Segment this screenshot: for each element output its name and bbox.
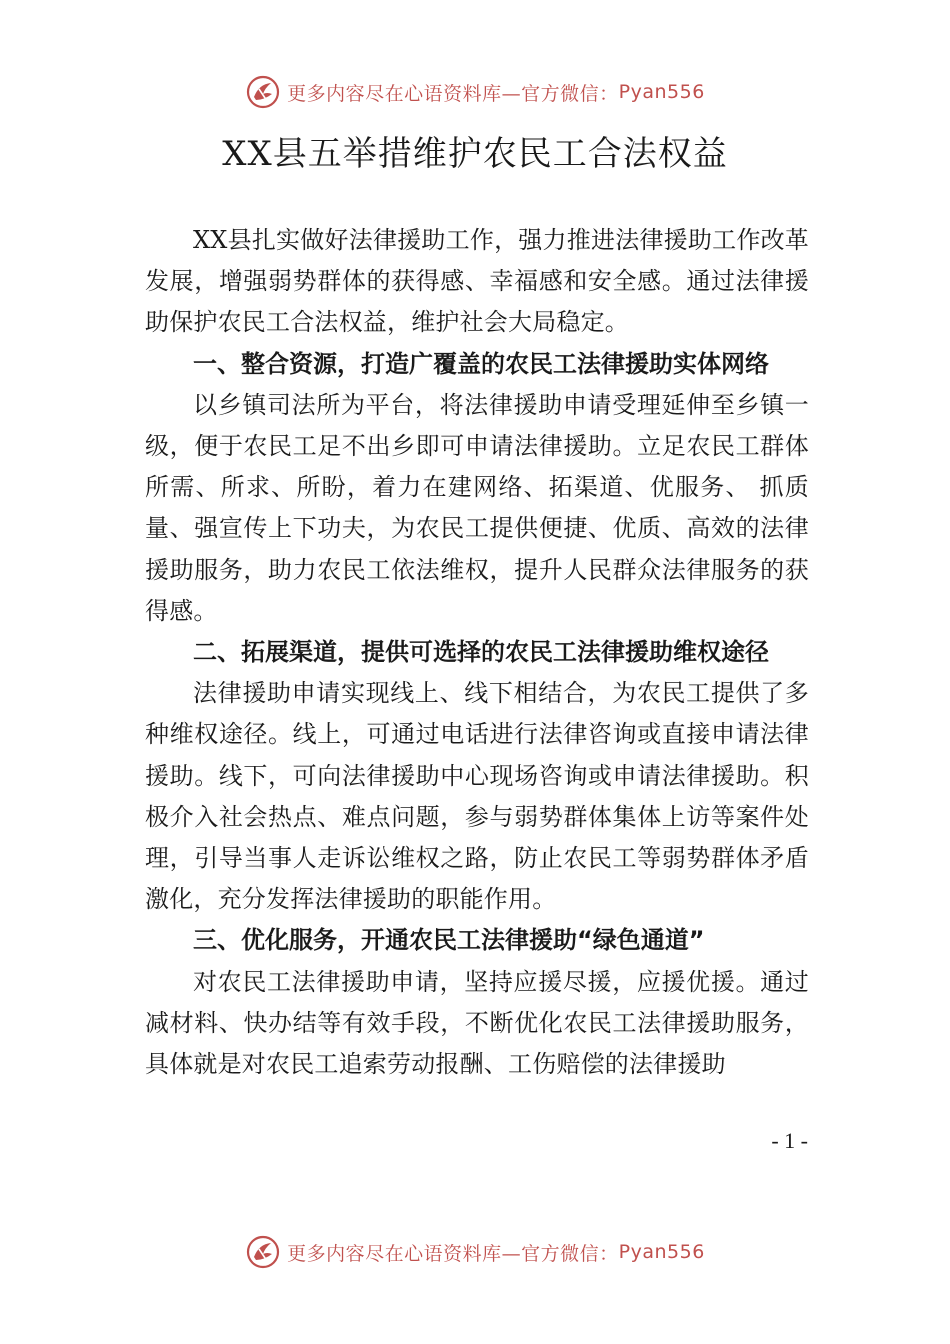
section-body-1: 以乡镇司法所为平台，将法律援助申请受理延伸至乡镇一级，便于农民工足不出乡即可申请法律援助。立足农民工群体所需、所求、所盼，着力在建网络、拓渠道、优服务、 抓质量、强宣传上下功夫，为农民工提供便捷、优质、高效的法律援助服务，助力农民工依法维权，提升人民群众法律服务的获得感。 xyxy=(145,390,809,625)
watermark-text: 更多内容尽在心语资料库—官方微信： xyxy=(287,82,619,105)
section-heading-3: 三、优化服务，开通农民工法律援助“绿色通道” xyxy=(193,926,705,955)
watermark-footer xyxy=(0,1232,950,1272)
watermark-header xyxy=(0,72,950,112)
seal-logo-icon xyxy=(245,74,281,110)
section-heading-2: 二、拓展渠道，提供可选择的农民工法律援助维权途径 xyxy=(193,638,769,667)
seal-logo-icon xyxy=(245,1234,281,1270)
section-body-2: 法律援助申请实现线上、线下相结合，为农民工提供了多种维权途径。线上，可通过电话进行法律咨询或直接申请法律援助。线下，可向法律援助中心现场咨询或申请法律援助。积极介入社会热点、难点问题，参与弱势群体集体上访等案件处理，引导当事人走诉讼维权之路，防止农民工等弱势群体矛盾激化，充分发挥法律援助的职能作用。 xyxy=(145,679,809,914)
watermark-handle: Pyan556 xyxy=(618,1241,705,1263)
section-body-3: 对农民工法律援助申请，坚持应援尽援，应援优援。通过减材料、快办结等有效手段，不断优化农民工法律援助服务，具体就是对农民工追索劳动报酬、工伤赔偿的法律援助 xyxy=(145,967,809,1079)
intro-paragraph: XX县扎实做好法律援助工作，强力推进法律援助工作改革发展，增强弱势群体的获得感、幸福感和安全感。通过法律援助保护农民工合法权益，维护社会大局稳定。 xyxy=(145,226,809,337)
document-body xyxy=(145,220,809,1085)
document-title: XX县五举措维护农民工合法权益 xyxy=(222,134,728,174)
section-heading-1: 一、整合资源，打造广覆盖的农民工法律援助实体网络 xyxy=(193,349,769,378)
watermark-handle: Pyan556 xyxy=(618,81,705,103)
watermark-text: 更多内容尽在心语资料库—官方微信： xyxy=(287,1242,619,1265)
page-number: - 1 - xyxy=(771,1128,808,1153)
